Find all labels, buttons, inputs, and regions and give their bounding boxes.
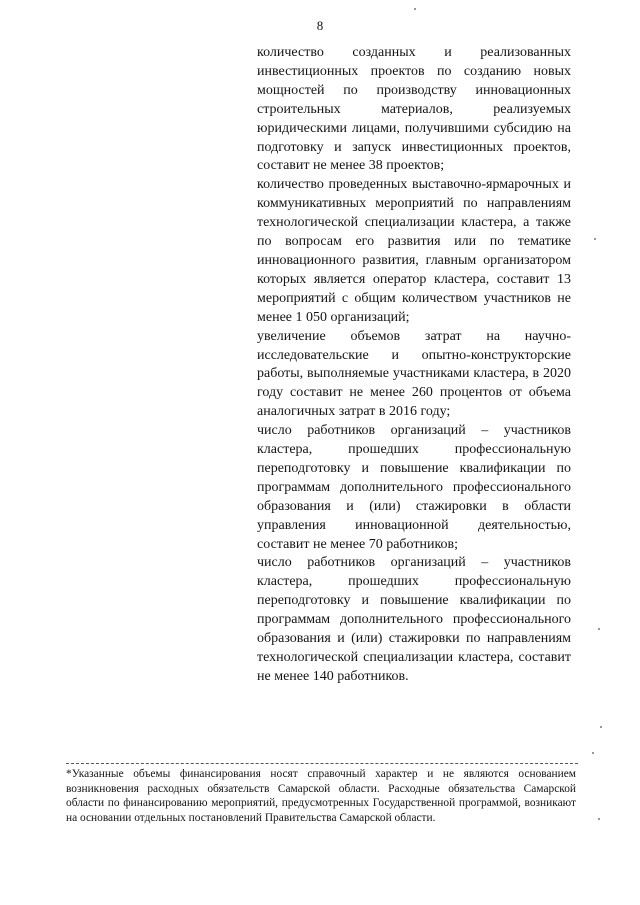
indicator-paragraph: количество проведенных выставочно-ярмарочных и коммуникативных мероприятий по направлениям технологической специализации кластера, а также по вопросам его развития или по тематике инновационного развития, главным организатором которых является оператор кластера, составит 13 мероприятий с общим количеством участников не менее 1 050 организаций; [257,177,571,325]
indicator-paragraph: количество созданных и реализованных инвестиционных проектов по созданию новых мощностей по производству инновационных строительных материалов, реализуемых юридическими лицами, получившими субсидию на подготовку и запуск инвестиционных проектов, составит не менее 38 проектов; [257,45,571,174]
footnote-separator [66,763,578,764]
footnote-text: *Указанные объемы финансирования носят справочный характер и не являются основанием возникновения расходных обязательств Самарской области. Расходные обязательства Самарской области по финансированию мероприятий, предусмотренных Государственной программой, возникают на основании отдельных постановлений Правительства Самарской области. [66,768,576,824]
indicator-paragraph: увеличение объемов затрат на научно-исследовательские и опытно-конструкторские работы, выполняемые участниками кластера, в 2020 году составит не менее 260 процентов от объема аналогичных затрат в 2016 году; [257,328,571,420]
indicator-paragraph: число работников организаций – участников кластера, прошедших профессиональную переподготовку и повышение квалификации по программам дополнительного профессионального образования и (или) стажировки по направлениям технологической специализации кластера, составит не менее 140 работников. [257,555,571,684]
scan-speck [592,752,594,754]
page-number: 8 [316,18,324,33]
scan-speck [600,726,602,728]
scan-speck [598,818,600,820]
scan-speck [598,628,600,630]
indicator-paragraph: число работников организаций – участников кластера, прошедших профессиональную переподготовку и повышение квалификации по программам дополнительного профессионального образования и (или) стажировки в области управления инновационной деятельностью, составит не менее 70 работников; [257,423,571,552]
main-text-block [257,44,571,687]
scan-speck [414,8,416,10]
scan-speck [594,238,596,240]
